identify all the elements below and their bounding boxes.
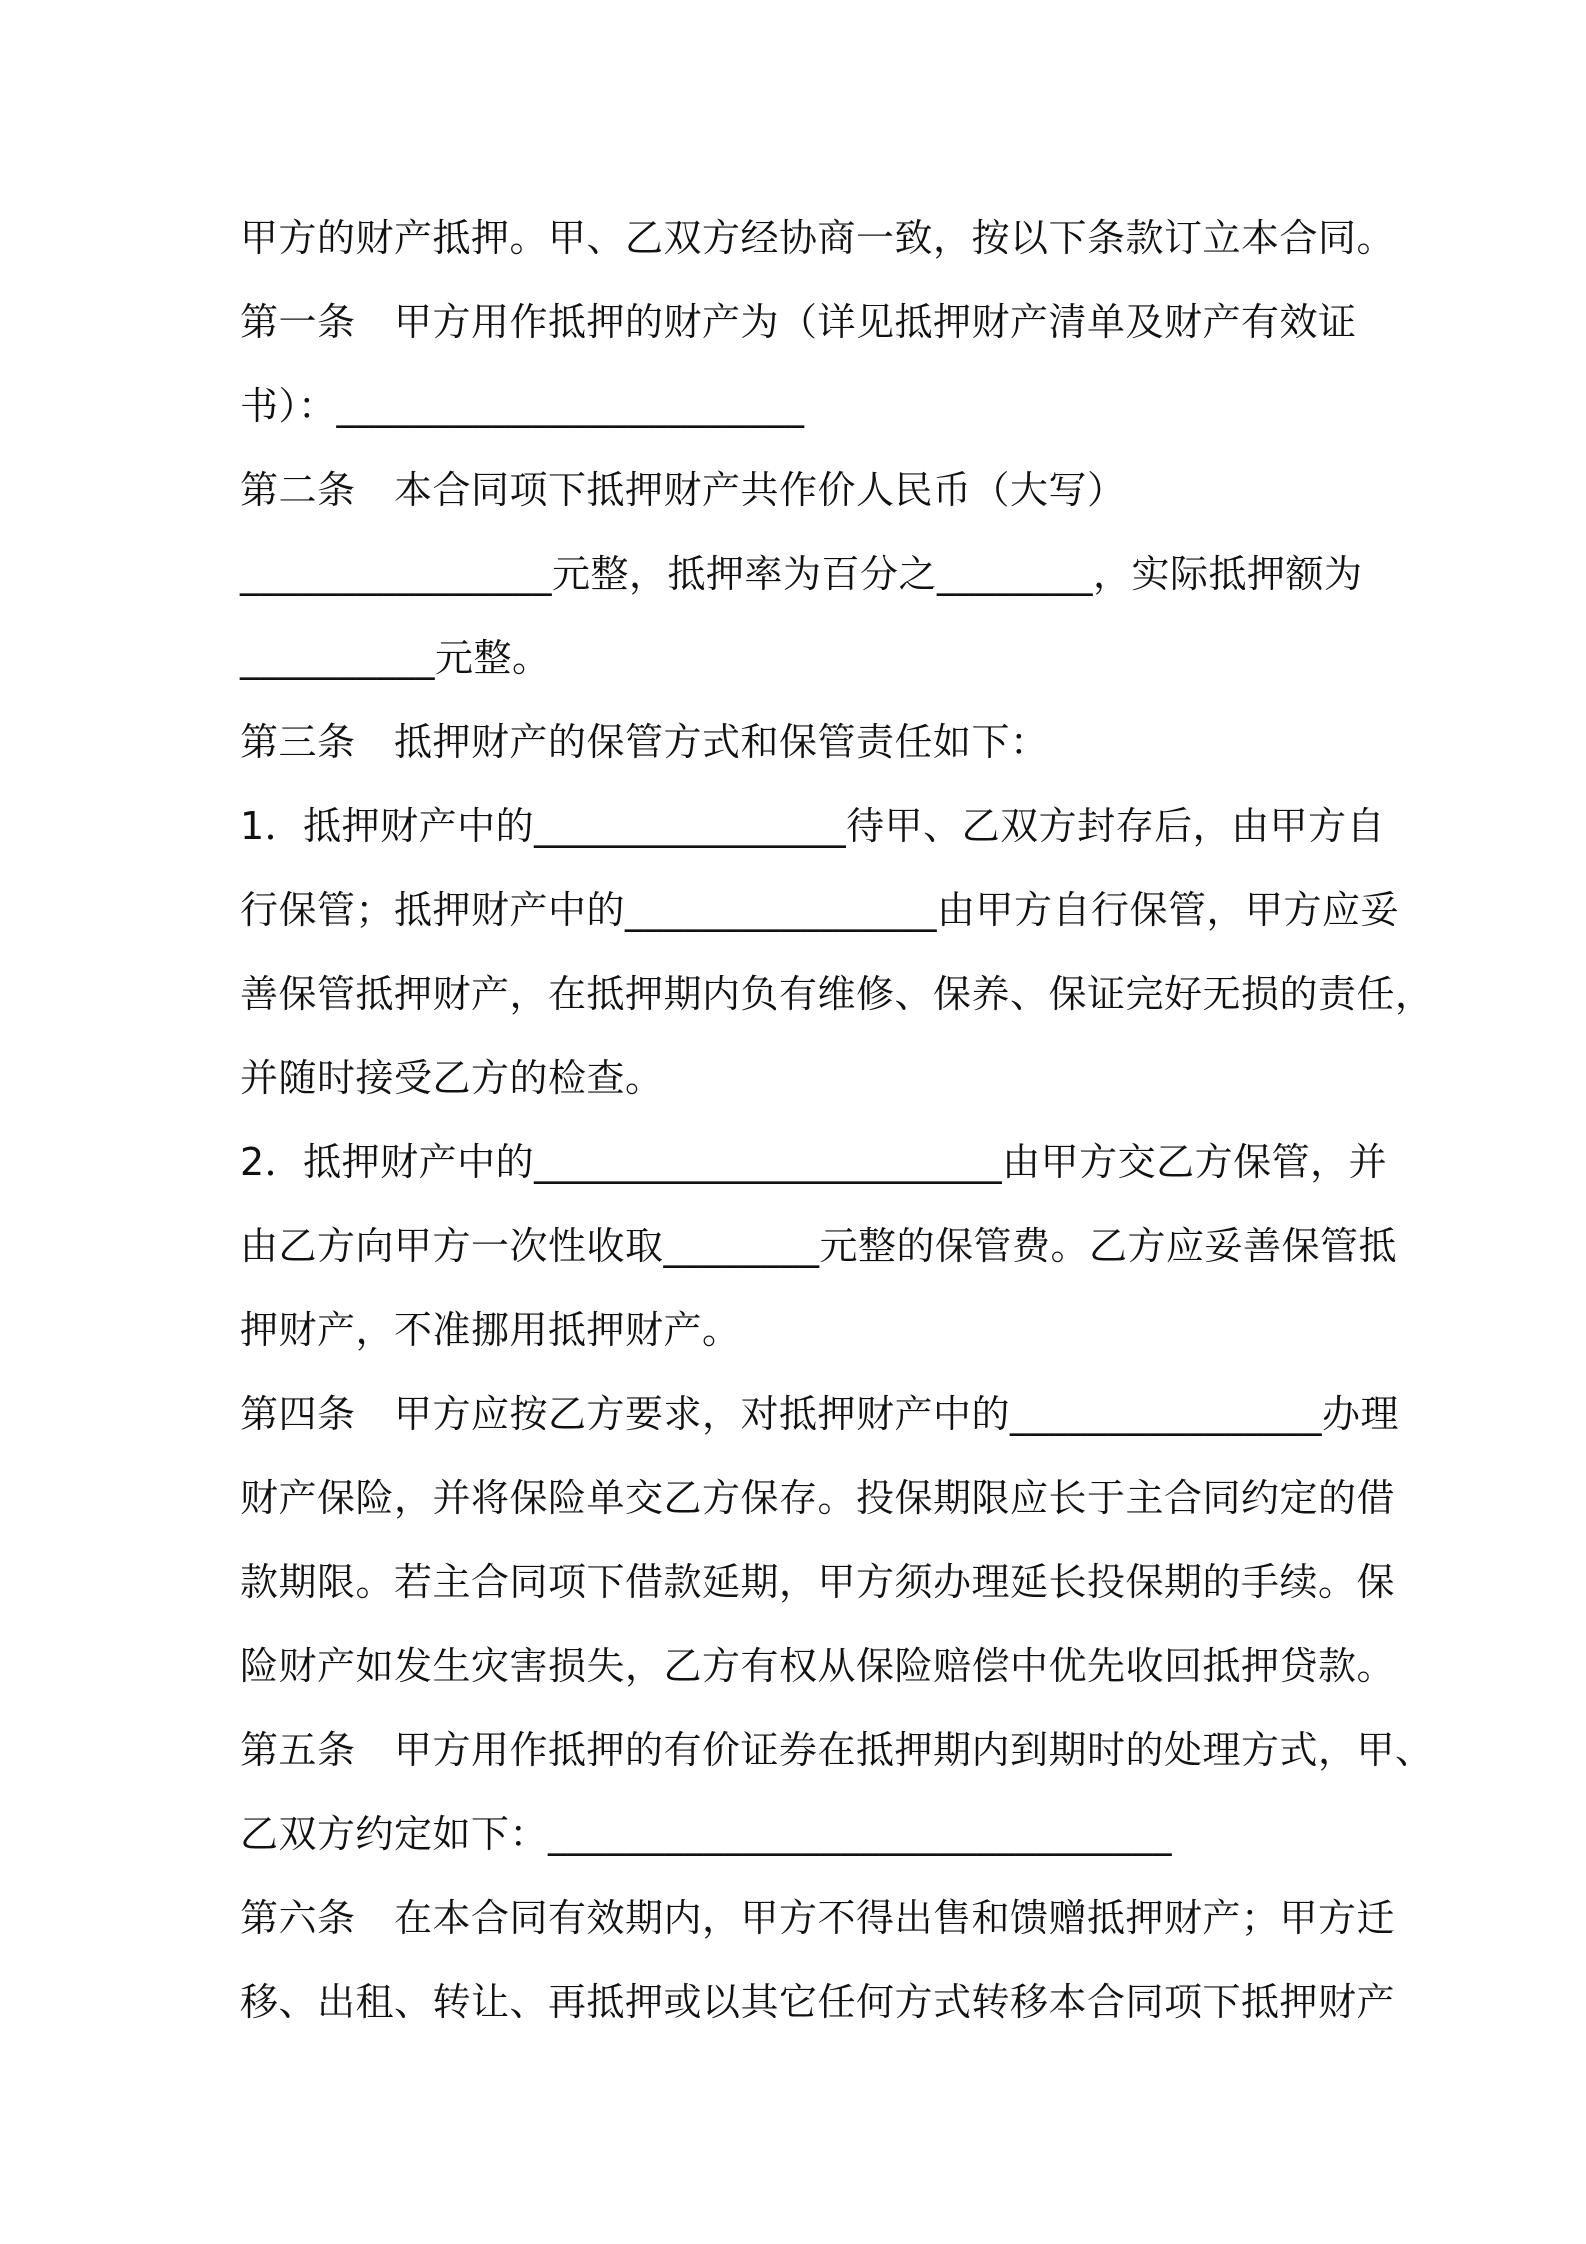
text-line-22: 移、出租、转让、再抵押或以其它任何方式转移本合同项下抵押财产 bbox=[240, 1980, 1396, 2024]
text-line-4: 第二条 本合同项下抵押财产共作价人民币（大写） bbox=[240, 468, 1126, 512]
text-line-21: 第六条 在本合同有效期内，甲方不得出售和馈赠抵押财产；甲方迁 bbox=[240, 1896, 1396, 1940]
text-line-2: 第一条 甲方用作抵押的财产为（详见抵押财产清单及财产有效证 bbox=[240, 300, 1357, 344]
text-line-11: 并随时接受乙方的检查。 bbox=[240, 1056, 664, 1100]
text-line-16: 财产保险，并将保险单交乙方保存。投保期限应长于主合同约定的借 bbox=[240, 1476, 1396, 1520]
text-line-12: 2．抵押财产中的________________________由甲方交乙方保管，并 bbox=[240, 1140, 1388, 1184]
text-line-15: 第四条 甲方应按乙方要求，对抵押财产中的________________办理 bbox=[240, 1392, 1400, 1436]
text-line-6: __________元整。 bbox=[240, 636, 551, 680]
text-line-13: 由乙方向甲方一次性收取________元整的保管费。乙方应妥善保管抵 bbox=[240, 1224, 1398, 1268]
text-line-9: 行保管；抵押财产中的________________由甲方自行保管，甲方应妥 bbox=[240, 888, 1400, 932]
text-line-10: 善保管抵押财产，在抵押期内负有维修、保养、保证完好无损的责任， bbox=[240, 972, 1434, 1016]
text-line-5: ________________元整，抵押率为百分之________，实际抵押额为 bbox=[240, 552, 1363, 596]
text-line-8: 1．抵押财产中的________________待甲、乙双方封存后，由甲方自 bbox=[240, 804, 1386, 848]
text-line-20: 乙双方约定如下：________________________________ bbox=[240, 1812, 1173, 1856]
text-line-3: 书）：________________________ bbox=[240, 384, 805, 428]
text-line-19: 第五条 甲方用作抵押的有价证券在抵押期内到期时的处理方式，甲、 bbox=[240, 1728, 1434, 1772]
text-line-18: 险财产如发生灾害损失，乙方有权从保险赔偿中优先收回抵押贷款。 bbox=[240, 1644, 1396, 1688]
text-line-1: 甲方的财产抵押。甲、乙双方经协商一致，按以下条款订立本合同。 bbox=[240, 216, 1396, 260]
contract-page bbox=[240, 196, 1434, 2044]
text-line-17: 款期限。若主合同项下借款延期，甲方须办理延长投保期的手续。保 bbox=[240, 1560, 1396, 1604]
text-line-14: 押财产，不准挪用抵押财产。 bbox=[240, 1308, 741, 1352]
text-line-7: 第三条 抵押财产的保管方式和保管责任如下： bbox=[240, 720, 1049, 764]
